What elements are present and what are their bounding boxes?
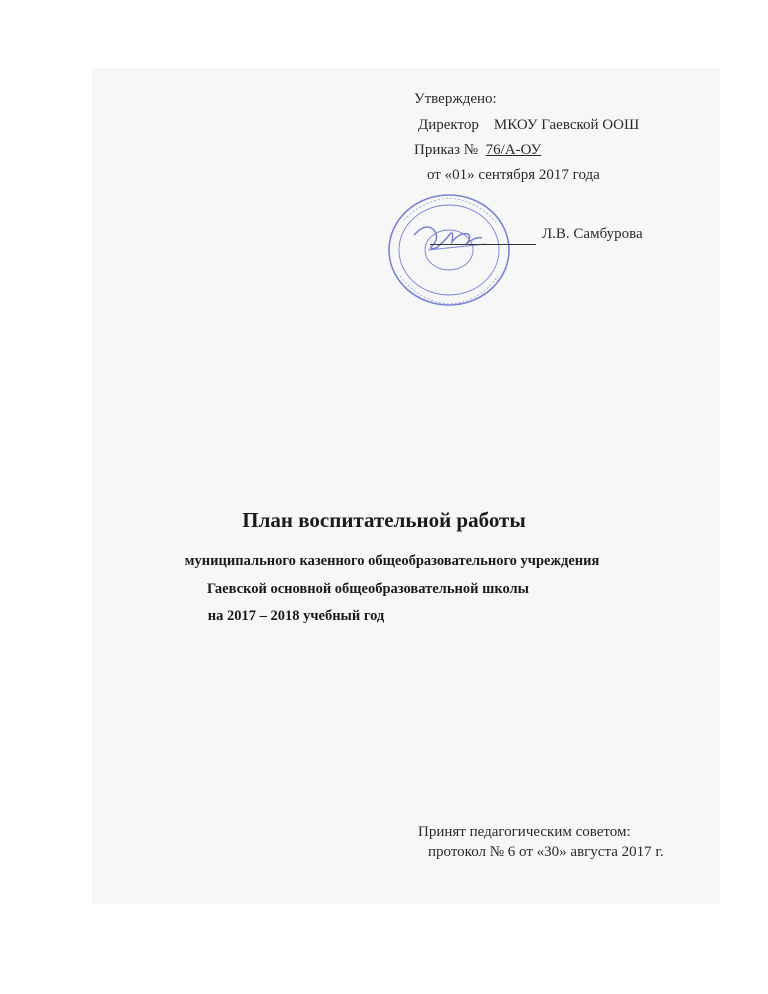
director-line — [418, 114, 639, 137]
accepted-block — [418, 822, 664, 862]
order-line — [414, 139, 541, 162]
plan-title: План воспитательной работы — [242, 508, 526, 532]
director-org: МКОУ Гаевской ООШ — [493, 117, 640, 133]
order-number: 76/А-ОУ — [485, 142, 542, 158]
approved-label: Утверждено: — [414, 91, 497, 107]
school-name-line: Гаевской основной общеобразовательной школы — [206, 581, 529, 597]
signer-name: Л.В. Самбурова — [542, 226, 643, 242]
accepted-council: Принят педагогическим советом: — [418, 824, 631, 840]
director-label: Директор — [418, 117, 479, 133]
order-label: Приказ № — [414, 142, 479, 158]
school-year-line: на 2017 – 2018 учебный год — [207, 608, 385, 624]
accepted-protocol: протокол № 6 от «30» августа 2017 г. — [428, 844, 664, 860]
institution-line: муниципального казенного общеобразовательного учреждения — [184, 553, 600, 569]
order-date: от «01» сентября 2017 года — [427, 167, 600, 183]
school-stamp-icon — [384, 190, 514, 310]
signature-line — [430, 244, 536, 245]
